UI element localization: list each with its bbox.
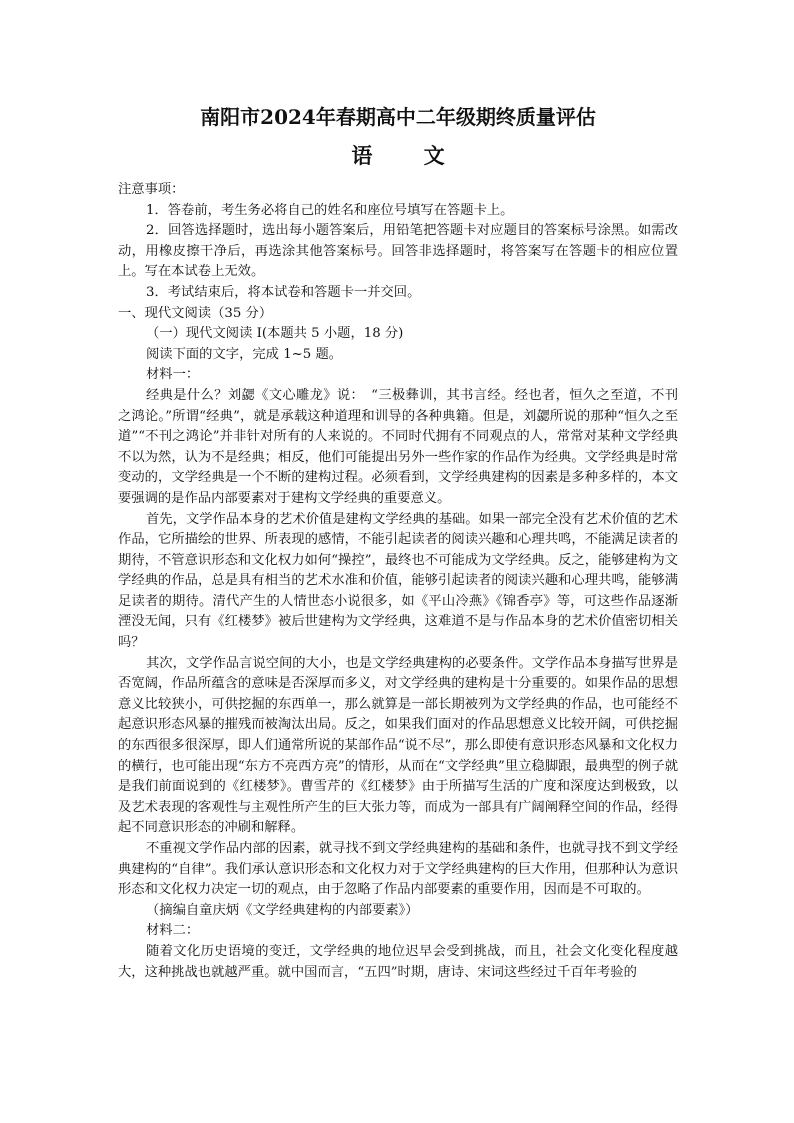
material-2-label: 材料二： [146,923,200,939]
material-2-paragraph-1: 随着文化历史语境的变迁，文学经典的地位迟早会受到挑战，而且，社会文化变化程度越大，这种挑战也就越严重。就中国而言，“五四”时期，唐诗、宋词这些经过千百年考验的 [118,943,678,980]
exam-title: 南阳市2024年春期高中二年级期终质量评估 [200,105,596,129]
exam-subject: 语 文 [351,143,467,168]
section-heading: 一、现代文阅读（35 分） [118,305,273,321]
subsection-heading: （一）现代文阅读 I(本题共 5 小题，18 分) [146,326,404,342]
material-1-label: 材料一： [146,367,200,383]
notice-item-1: 1．答卷前，考生务必将自己的姓名和座位号填写在答题卡上。 [146,202,514,218]
material-1-paragraph-3: 其次，文学作品言说空间的大小，也是文学经典建构的必要条件。文学作品本身描写世界是否宽阔，作品所蕴含的意味是否深厚而多义，对文学经典的建构是十分重要的。如果作品的思想意义比较狭小，可供挖掘的东西单一，那么就算是一部长期被列为文学经典的作品，也可能经不起意识形态风暴的摧残而被淘汰出局。反之，如果我们面对的作品思想意义比较开阔，可供挖掘的东西很多很深厚，即人们通常所说的某部作品“说不尽”，那么即使有意识形态风暴和文化权力的横行，也可能出现“东方不亮西方亮”的情形，从而在“文学经典”里立稳脚跟，最典型的例子就是我们前面说到的《红楼梦》。曹雪芹的《红楼梦》由于所描写生活的广度和深度达到极致，以及艺术表现的客观性与主观性所产生的巨大张力等，而成为一部具有广阔阐释空间的作品，经得起不同意识形态的冲刷和解释。 [118,655,678,836]
notice-item-2: 2．回答选择题时，选出每小题答案后，用铅笔把答题卡对应题目的答案标号涂黑。如需改动，用橡皮擦干净后，再选涂其他答案标号。回答非选择题时，将答案写在答题卡的相应位置上。写在本试卷上无效。 [118,223,678,280]
notice-item-3: 3．考试结束后，将本试卷和答题卡一并交回。 [146,284,421,300]
material-1-paragraph-2: 首先，文学作品本身的艺术价值是建构文学经典的基础。如果一部完全没有艺术价值的艺术作品，它所描绘的世界、所表现的感情，不能引起读者的阅读兴趣和心理共鸣，不能满足读者的期待，不管意识形态和文化权力如何“操控”，最终也不可能成为文学经典。反之，能够建构为文学经典的作品，总是具有相当的艺术水准和价值，能够引起读者的阅读兴趣和心理共鸣，能够满足读者的期待。清代产生的人情世态小说很多，如《平山冷燕》《锦香亭》等，可这些作品逐渐湮没无闻，只有《红楼梦》被后世建构为文学经典，这难道不是与作品本身的艺术价值密切相关吗？ [118,511,678,651]
material-1-paragraph-4: 不重视文学作品内部的因素，就寻找不到文学经典建构的基础和条件，也就寻找不到文学经典建构的“自律”。我们承认意识形态和文化权力对于文学经典建构的巨大作用，但那种认为意识形态和文化权力决定一切的观点，由于忽略了作品内部要素的重要作用，因而是不可取的。 [118,841,678,898]
notice-heading: 注意事项： [118,182,185,197]
material-1-paragraph-1: 经典是什么？刘勰《文心雕龙》说： “三极彝训，其书言经。经也者，恒久之至道，不刊之鸿论。”所谓“经典”，就是承载这种道理和训导的各种典籍。但是，刘勰所说的那种“恒久之至道”“不刊之鸿论”并非针对所有的人来说的。不同时代拥有不同观点的人，常常对某种文学经典不以为然，认为不是经典；相反，他们可能提出另外一些作家的作品作为经典。文学经典是时常变动的，文学经典是一个不断的建构过程。必须看到，文学经典建构的因素是多种多样的，本文要强调的是作品内部要素对于建构文学经典的重要意义。 [118,387,678,506]
exam-page [118,104,678,983]
reading-instruction: 阅读下面的文字，完成 1~5 题。 [146,346,343,362]
material-1-source: （摘编自童庆炳《文学经典建构的内部要素》） [146,902,419,918]
